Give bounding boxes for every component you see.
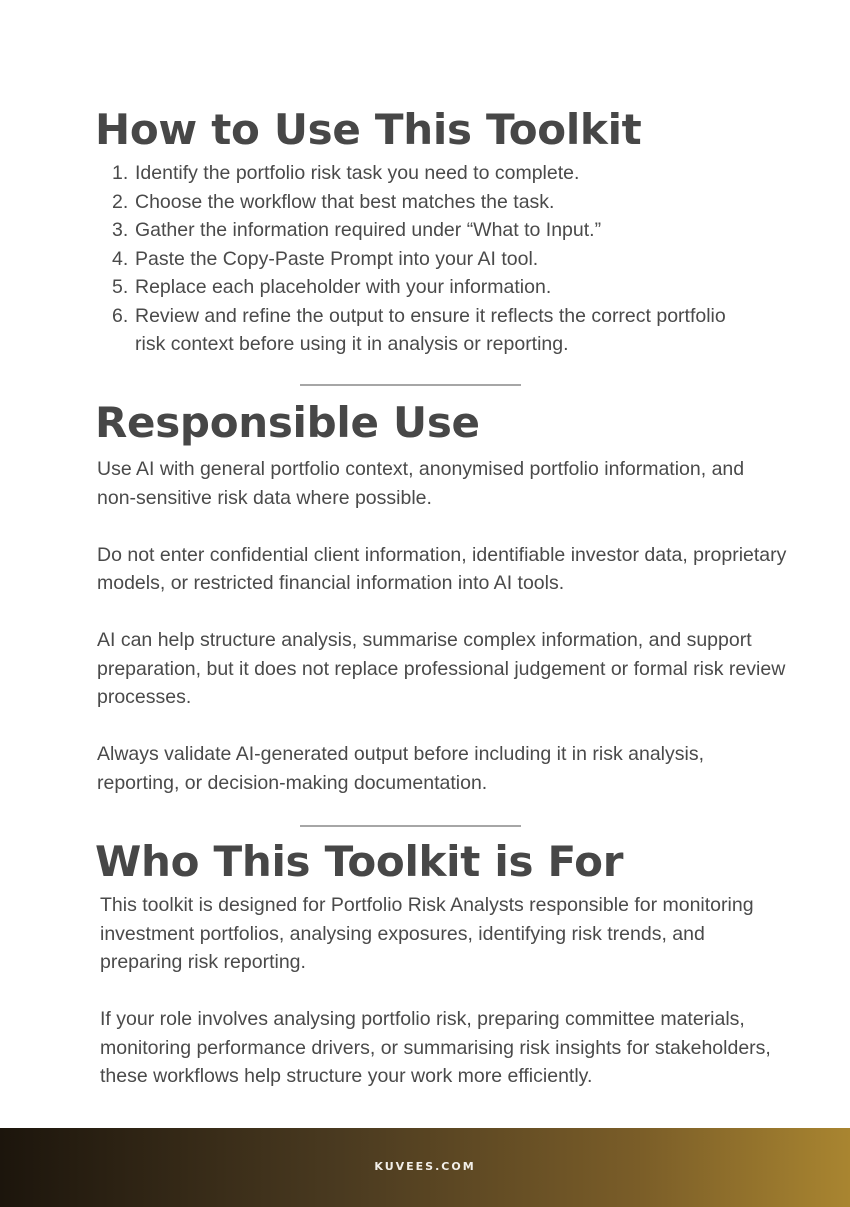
how-to-use-heading: How to Use This Toolkit xyxy=(95,105,642,154)
step-number: 5. xyxy=(112,276,129,298)
step-text: Replace each placeholder with your information. xyxy=(135,276,552,298)
section-divider xyxy=(300,825,521,827)
step-item xyxy=(112,273,732,302)
footer-website-link[interactable]: KUVEES.COM xyxy=(374,1160,476,1173)
step-item xyxy=(112,159,732,188)
step-text: Gather the information required under “What to Input.” xyxy=(135,219,602,241)
step-text: Paste the Copy-Paste Prompt into your AI tool. xyxy=(135,247,539,270)
audience-paragraph: This toolkit is designed for Portfolio Risk Analysts responsible for monitoring investment portfolios, analysing exposures, identifying risk trends, and preparing risk reporting. xyxy=(100,894,754,973)
responsible-use-paragraph: AI can help structure analysis, summarise complex information, and support preparation, but it does not replace professional judgement or formal risk review processes. xyxy=(97,629,786,708)
step-number: 6. xyxy=(112,304,129,327)
step-text: Choose the workflow that best matches the task. xyxy=(135,190,555,213)
step-item xyxy=(112,302,732,359)
step-number: 1. xyxy=(112,162,129,184)
footer-bar xyxy=(0,1128,850,1207)
step-number: 4. xyxy=(112,247,129,270)
step-number: 2. xyxy=(112,190,129,213)
audience-paragraph: If your role involves analysing portfolio risk, preparing committee materials, monitoring performance drivers, or summarising risk insights for stakeholders, these workflows help structure your work more efficiently. xyxy=(100,1008,771,1087)
step-item xyxy=(112,188,732,217)
responsible-use-body xyxy=(97,455,787,797)
step-number: 3. xyxy=(112,219,129,241)
responsible-use-heading: Responsible Use xyxy=(95,398,480,447)
step-text: Review and refine the output to ensure it reflects the correct portfolio risk context before using it in analysis or reporting. xyxy=(135,304,726,355)
audience-heading: Who This Toolkit is For xyxy=(95,837,624,886)
responsible-use-paragraph: Always validate AI-generated output before including it in risk analysis, reporting, or decision-making documentation. xyxy=(97,743,705,794)
audience-body xyxy=(100,891,790,1091)
responsible-use-paragraph: Do not enter confidential client information, identifiable investor data, proprietary models, or restricted financial information into AI tools. xyxy=(97,543,787,594)
step-item xyxy=(112,216,732,245)
step-text: Identify the portfolio risk task you need to complete. xyxy=(135,162,580,184)
how-to-steps-list xyxy=(112,159,732,359)
step-item xyxy=(112,245,732,274)
responsible-use-paragraph: Use AI with general portfolio context, anonymised portfolio information, and non-sensitive risk data where possible. xyxy=(97,458,745,509)
section-divider xyxy=(300,384,521,386)
